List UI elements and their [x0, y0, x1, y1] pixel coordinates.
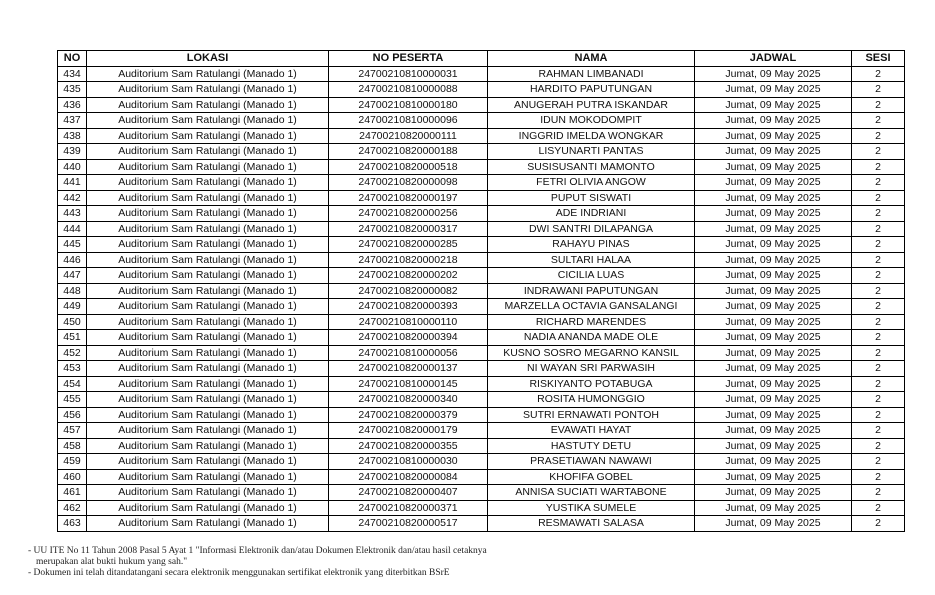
cell-no: 458	[58, 438, 87, 454]
cell-lokasi: Auditorium Sam Ratulangi (Manado 1)	[87, 175, 329, 191]
cell-no-peserta: 24700210820000082	[329, 283, 488, 299]
cell-no-peserta: 24700210820000407	[329, 485, 488, 501]
table-row	[58, 237, 905, 253]
cell-nama: MARZELLA OCTAVIA GANSALANGI	[488, 299, 695, 315]
cell-no: 434	[58, 66, 87, 82]
cell-jadwal: Jumat, 09 May 2025	[695, 175, 852, 191]
cell-nama: ANNISA SUCIATI WARTABONE	[488, 485, 695, 501]
cell-nama: SUSISUSANTI MAMONTO	[488, 159, 695, 175]
cell-no-peserta: 24700210810000110	[329, 314, 488, 330]
cell-jadwal: Jumat, 09 May 2025	[695, 66, 852, 82]
cell-no-peserta: 24700210820000285	[329, 237, 488, 253]
cell-no: 436	[58, 97, 87, 113]
table-row	[58, 82, 905, 98]
cell-no: 440	[58, 159, 87, 175]
cell-sesi: 2	[852, 190, 905, 206]
cell-nama: KHOFIFA GOBEL	[488, 469, 695, 485]
cell-lokasi: Auditorium Sam Ratulangi (Manado 1)	[87, 237, 329, 253]
table-row	[58, 314, 905, 330]
cell-nama: HARDITO PAPUTUNGAN	[488, 82, 695, 98]
cell-jadwal: Jumat, 09 May 2025	[695, 237, 852, 253]
table-row	[58, 268, 905, 284]
table-header-row	[58, 51, 905, 67]
cell-nama: EVAWATI HAYAT	[488, 423, 695, 439]
cell-no: 456	[58, 407, 87, 423]
cell-nama: FETRI OLIVIA ANGOW	[488, 175, 695, 191]
cell-no-peserta: 24700210820000379	[329, 407, 488, 423]
cell-lokasi: Auditorium Sam Ratulangi (Manado 1)	[87, 252, 329, 268]
cell-no-peserta: 24700210820000218	[329, 252, 488, 268]
cell-jadwal: Jumat, 09 May 2025	[695, 500, 852, 516]
cell-no: 449	[58, 299, 87, 315]
cell-jadwal: Jumat, 09 May 2025	[695, 423, 852, 439]
cell-lokasi: Auditorium Sam Ratulangi (Manado 1)	[87, 361, 329, 377]
table-row	[58, 516, 905, 532]
cell-sesi: 2	[852, 128, 905, 144]
cell-sesi: 2	[852, 423, 905, 439]
cell-nama: SUTRI ERNAWATI PONTOH	[488, 407, 695, 423]
cell-nama: ADE INDRIANI	[488, 206, 695, 222]
header-nama: NAMA	[488, 51, 695, 67]
cell-lokasi: Auditorium Sam Ratulangi (Manado 1)	[87, 376, 329, 392]
cell-nama: SULTARI HALAA	[488, 252, 695, 268]
cell-sesi: 2	[852, 345, 905, 361]
cell-jadwal: Jumat, 09 May 2025	[695, 221, 852, 237]
cell-nama: RISKIYANTO POTABUGA	[488, 376, 695, 392]
cell-lokasi: Auditorium Sam Ratulangi (Manado 1)	[87, 299, 329, 315]
cell-jadwal: Jumat, 09 May 2025	[695, 128, 852, 144]
cell-jadwal: Jumat, 09 May 2025	[695, 190, 852, 206]
cell-lokasi: Auditorium Sam Ratulangi (Manado 1)	[87, 345, 329, 361]
cell-no-peserta: 24700210820000371	[329, 500, 488, 516]
cell-jadwal: Jumat, 09 May 2025	[695, 283, 852, 299]
cell-lokasi: Auditorium Sam Ratulangi (Manado 1)	[87, 206, 329, 222]
table-row	[58, 376, 905, 392]
note-uu-ite-continued: merupakan alat bukti hukum yang sah."	[36, 557, 188, 567]
cell-nama: DWI SANTRI DILAPANGA	[488, 221, 695, 237]
legal-notes	[28, 546, 487, 579]
cell-no: 462	[58, 500, 87, 516]
cell-no: 441	[58, 175, 87, 191]
cell-lokasi: Auditorium Sam Ratulangi (Manado 1)	[87, 392, 329, 408]
cell-lokasi: Auditorium Sam Ratulangi (Manado 1)	[87, 438, 329, 454]
cell-no: 435	[58, 82, 87, 98]
cell-jadwal: Jumat, 09 May 2025	[695, 314, 852, 330]
cell-nama: INDRAWANI PAPUTUNGAN	[488, 283, 695, 299]
cell-sesi: 2	[852, 407, 905, 423]
cell-nama: RAHMAN LIMBANADI	[488, 66, 695, 82]
table-row	[58, 438, 905, 454]
cell-sesi: 2	[852, 221, 905, 237]
cell-sesi: 2	[852, 144, 905, 160]
table-row	[58, 128, 905, 144]
cell-nama: NI WAYAN SRI PARWASIH	[488, 361, 695, 377]
cell-nama: LISYUNARTI PANTAS	[488, 144, 695, 160]
cell-no: 463	[58, 516, 87, 532]
cell-no: 444	[58, 221, 87, 237]
cell-nama: ROSITA HUMONGGIO	[488, 392, 695, 408]
header-jadwal: JADWAL	[695, 51, 852, 67]
cell-no-peserta: 24700210820000137	[329, 361, 488, 377]
cell-no: 445	[58, 237, 87, 253]
cell-jadwal: Jumat, 09 May 2025	[695, 392, 852, 408]
cell-nama: CICILIA LUAS	[488, 268, 695, 284]
cell-nama: KUSNO SOSRO MEGARNO KANSIL	[488, 345, 695, 361]
table-row	[58, 190, 905, 206]
table-row	[58, 113, 905, 129]
cell-lokasi: Auditorium Sam Ratulangi (Manado 1)	[87, 454, 329, 470]
cell-sesi: 2	[852, 82, 905, 98]
cell-lokasi: Auditorium Sam Ratulangi (Manado 1)	[87, 330, 329, 346]
cell-lokasi: Auditorium Sam Ratulangi (Manado 1)	[87, 314, 329, 330]
cell-jadwal: Jumat, 09 May 2025	[695, 252, 852, 268]
cell-jadwal: Jumat, 09 May 2025	[695, 206, 852, 222]
table-row	[58, 423, 905, 439]
table-row	[58, 454, 905, 470]
table-row	[58, 66, 905, 82]
cell-no: 442	[58, 190, 87, 206]
cell-no-peserta: 24700210810000180	[329, 97, 488, 113]
cell-sesi: 2	[852, 314, 905, 330]
header-sesi: SESI	[852, 51, 905, 67]
cell-sesi: 2	[852, 361, 905, 377]
cell-sesi: 2	[852, 376, 905, 392]
cell-lokasi: Auditorium Sam Ratulangi (Manado 1)	[87, 113, 329, 129]
participants-table	[57, 50, 905, 532]
cell-no-peserta: 24700210820000518	[329, 159, 488, 175]
cell-no: 455	[58, 392, 87, 408]
cell-jadwal: Jumat, 09 May 2025	[695, 82, 852, 98]
cell-no-peserta: 24700210820000317	[329, 221, 488, 237]
table-row	[58, 159, 905, 175]
cell-lokasi: Auditorium Sam Ratulangi (Manado 1)	[87, 268, 329, 284]
cell-nama: PRASETIAWAN NAWAWI	[488, 454, 695, 470]
cell-no-peserta: 24700210820000517	[329, 516, 488, 532]
cell-no: 443	[58, 206, 87, 222]
cell-lokasi: Auditorium Sam Ratulangi (Manado 1)	[87, 423, 329, 439]
cell-nama: NADIA ANANDA MADE OLE	[488, 330, 695, 346]
table-row	[58, 407, 905, 423]
table-row	[58, 206, 905, 222]
cell-jadwal: Jumat, 09 May 2025	[695, 438, 852, 454]
header-lokasi: LOKASI	[87, 51, 329, 67]
cell-no-peserta: 24700210810000088	[329, 82, 488, 98]
cell-no: 453	[58, 361, 87, 377]
cell-sesi: 2	[852, 485, 905, 501]
cell-no-peserta: 24700210820000111	[329, 128, 488, 144]
cell-no-peserta: 24700210810000031	[329, 66, 488, 82]
cell-no: 447	[58, 268, 87, 284]
cell-no: 446	[58, 252, 87, 268]
cell-lokasi: Auditorium Sam Ratulangi (Manado 1)	[87, 516, 329, 532]
cell-sesi: 2	[852, 438, 905, 454]
cell-no: 450	[58, 314, 87, 330]
cell-lokasi: Auditorium Sam Ratulangi (Manado 1)	[87, 128, 329, 144]
cell-no: 460	[58, 469, 87, 485]
table-row	[58, 221, 905, 237]
cell-lokasi: Auditorium Sam Ratulangi (Manado 1)	[87, 159, 329, 175]
cell-nama: IDUN MOKODOMPIT	[488, 113, 695, 129]
cell-no-peserta: 24700210810000056	[329, 345, 488, 361]
cell-jadwal: Jumat, 09 May 2025	[695, 376, 852, 392]
cell-sesi: 2	[852, 159, 905, 175]
cell-no-peserta: 24700210820000197	[329, 190, 488, 206]
cell-no-peserta: 24700210820000394	[329, 330, 488, 346]
cell-jadwal: Jumat, 09 May 2025	[695, 469, 852, 485]
cell-lokasi: Auditorium Sam Ratulangi (Manado 1)	[87, 221, 329, 237]
cell-sesi: 2	[852, 206, 905, 222]
cell-no: 454	[58, 376, 87, 392]
cell-sesi: 2	[852, 454, 905, 470]
cell-no: 459	[58, 454, 87, 470]
cell-jadwal: Jumat, 09 May 2025	[695, 144, 852, 160]
cell-nama: RICHARD MARENDES	[488, 314, 695, 330]
cell-jadwal: Jumat, 09 May 2025	[695, 299, 852, 315]
cell-jadwal: Jumat, 09 May 2025	[695, 516, 852, 532]
cell-jadwal: Jumat, 09 May 2025	[695, 159, 852, 175]
table-row	[58, 175, 905, 191]
cell-lokasi: Auditorium Sam Ratulangi (Manado 1)	[87, 283, 329, 299]
cell-sesi: 2	[852, 516, 905, 532]
cell-sesi: 2	[852, 66, 905, 82]
cell-nama: PUPUT SISWATI	[488, 190, 695, 206]
cell-lokasi: Auditorium Sam Ratulangi (Manado 1)	[87, 97, 329, 113]
header-no-peserta: NO PESERTA	[329, 51, 488, 67]
cell-nama: HASTUTY DETU	[488, 438, 695, 454]
cell-lokasi: Auditorium Sam Ratulangi (Manado 1)	[87, 407, 329, 423]
table-row	[58, 485, 905, 501]
cell-no-peserta: 24700210820000393	[329, 299, 488, 315]
cell-no: 461	[58, 485, 87, 501]
cell-sesi: 2	[852, 330, 905, 346]
cell-lokasi: Auditorium Sam Ratulangi (Manado 1)	[87, 485, 329, 501]
header-no: NO	[58, 51, 87, 67]
cell-nama: ANUGERAH PUTRA ISKANDAR	[488, 97, 695, 113]
cell-no-peserta: 24700210810000030	[329, 454, 488, 470]
cell-no: 437	[58, 113, 87, 129]
cell-lokasi: Auditorium Sam Ratulangi (Manado 1)	[87, 82, 329, 98]
cell-lokasi: Auditorium Sam Ratulangi (Manado 1)	[87, 66, 329, 82]
cell-lokasi: Auditorium Sam Ratulangi (Manado 1)	[87, 190, 329, 206]
cell-jadwal: Jumat, 09 May 2025	[695, 268, 852, 284]
cell-sesi: 2	[852, 113, 905, 129]
table-row	[58, 299, 905, 315]
cell-sesi: 2	[852, 283, 905, 299]
cell-no: 457	[58, 423, 87, 439]
table-row	[58, 97, 905, 113]
cell-jadwal: Jumat, 09 May 2025	[695, 407, 852, 423]
cell-lokasi: Auditorium Sam Ratulangi (Manado 1)	[87, 500, 329, 516]
cell-jadwal: Jumat, 09 May 2025	[695, 454, 852, 470]
cell-jadwal: Jumat, 09 May 2025	[695, 330, 852, 346]
cell-no-peserta: 24700210810000145	[329, 376, 488, 392]
cell-jadwal: Jumat, 09 May 2025	[695, 97, 852, 113]
table-row	[58, 345, 905, 361]
table-row	[58, 283, 905, 299]
cell-sesi: 2	[852, 469, 905, 485]
cell-jadwal: Jumat, 09 May 2025	[695, 113, 852, 129]
cell-sesi: 2	[852, 392, 905, 408]
table-row	[58, 500, 905, 516]
cell-nama: YUSTIKA SUMELE	[488, 500, 695, 516]
cell-jadwal: Jumat, 09 May 2025	[695, 485, 852, 501]
cell-lokasi: Auditorium Sam Ratulangi (Manado 1)	[87, 469, 329, 485]
cell-sesi: 2	[852, 97, 905, 113]
cell-nama: RAHAYU PINAS	[488, 237, 695, 253]
cell-no: 451	[58, 330, 87, 346]
note-bsre-signature: - Dokumen ini telah ditandatangani secara elektronik menggunakan sertifikat elektronik yang diterbitkan BSrE	[28, 568, 450, 578]
cell-sesi: 2	[852, 299, 905, 315]
table-row	[58, 330, 905, 346]
cell-no: 439	[58, 144, 87, 160]
cell-no-peserta: 24700210820000202	[329, 268, 488, 284]
cell-no-peserta: 24700210820000098	[329, 175, 488, 191]
cell-sesi: 2	[852, 500, 905, 516]
note-uu-ite: - UU ITE No 11 Tahun 2008 Pasal 5 Ayat 1 "Informasi Elektronik dan/atau Dokumen Elektronik dan/atau hasil cetaknya	[28, 546, 487, 556]
cell-sesi: 2	[852, 237, 905, 253]
cell-no-peserta: 24700210820000355	[329, 438, 488, 454]
cell-nama: RESMAWATI SALASA	[488, 516, 695, 532]
cell-sesi: 2	[852, 268, 905, 284]
cell-sesi: 2	[852, 252, 905, 268]
cell-no-peserta: 24700210820000084	[329, 469, 488, 485]
table-row	[58, 252, 905, 268]
cell-no-peserta: 24700210820000340	[329, 392, 488, 408]
cell-no-peserta: 24700210820000256	[329, 206, 488, 222]
cell-no-peserta: 24700210810000096	[329, 113, 488, 129]
table-row	[58, 469, 905, 485]
cell-no: 452	[58, 345, 87, 361]
table-row	[58, 144, 905, 160]
cell-jadwal: Jumat, 09 May 2025	[695, 345, 852, 361]
cell-no: 448	[58, 283, 87, 299]
cell-lokasi: Auditorium Sam Ratulangi (Manado 1)	[87, 144, 329, 160]
cell-no: 438	[58, 128, 87, 144]
cell-no-peserta: 24700210820000179	[329, 423, 488, 439]
table-row	[58, 392, 905, 408]
cell-jadwal: Jumat, 09 May 2025	[695, 361, 852, 377]
cell-no-peserta: 24700210820000188	[329, 144, 488, 160]
cell-sesi: 2	[852, 175, 905, 191]
cell-nama: INGGRID IMELDA WONGKAR	[488, 128, 695, 144]
table-row	[58, 361, 905, 377]
